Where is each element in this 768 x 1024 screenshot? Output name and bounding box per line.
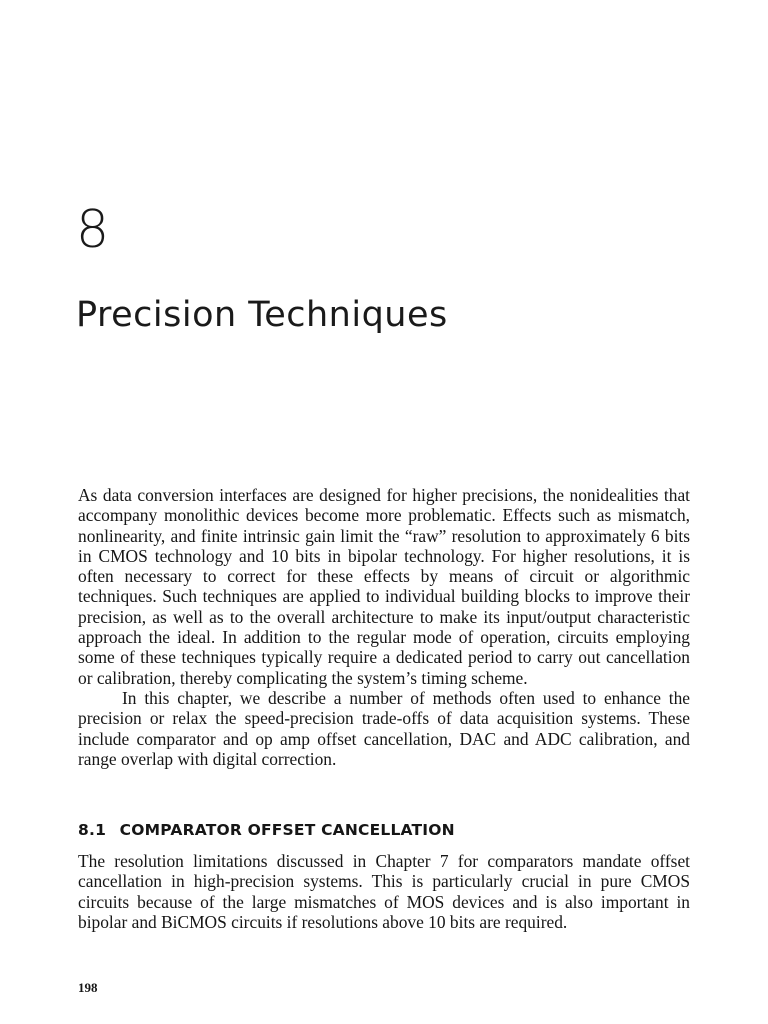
chapter-number: 8: [76, 200, 110, 260]
section-heading: [78, 820, 455, 840]
section-number: 8.1: [78, 821, 107, 839]
intro-paragraph-1: As data conversion interfaces are designed for higher precisions, the nonidealities that accompany monolithic devices become more problematic. Effects such as mismatch, nonlinearity, and finite intrinsic gain limit the “raw” resolution to approximately 6 bits in CMOS technology and 10 bits in bipolar technology. For higher resolutions, it is often necessary to correct for these effects by means of circuit or algorithmic techniques. Such techniques are applied to individual building blocks to improve their precision, as well as to the overall architecture to make its input/output characteristic approach the ideal. In addition to the regular mode of operation, circuits employing some of these techniques typically require a dedicated period to carry out cancellation or calibration, thereby complicating the system’s timing scheme.: [78, 485, 690, 688]
intro-paragraph-2: In this chapter, we describe a number of methods often used to enhance the precision or relax the speed-precision trade-offs of data acquisition systems. These include comparator and op amp offset cancellation, DAC and ADC calibration, and range overlap with digital correction.: [78, 687, 690, 769]
section-text: [78, 851, 690, 932]
section-title: COMPARATOR OFFSET CANCELLATION: [119, 821, 455, 839]
section-paragraph: The resolution limitations discussed in Chapter 7 for comparators mandate offset cancellation in high-precision systems. This is particularly crucial in pure CMOS circuits because of the large mismatches of MOS devices and is also important in bipolar and BiCMOS circuits if resolutions above 10 bits are required.: [78, 851, 690, 932]
intro-text: [78, 485, 690, 769]
chapter-title: Precision Techniques: [76, 295, 448, 335]
page-number: 198: [78, 980, 98, 995]
